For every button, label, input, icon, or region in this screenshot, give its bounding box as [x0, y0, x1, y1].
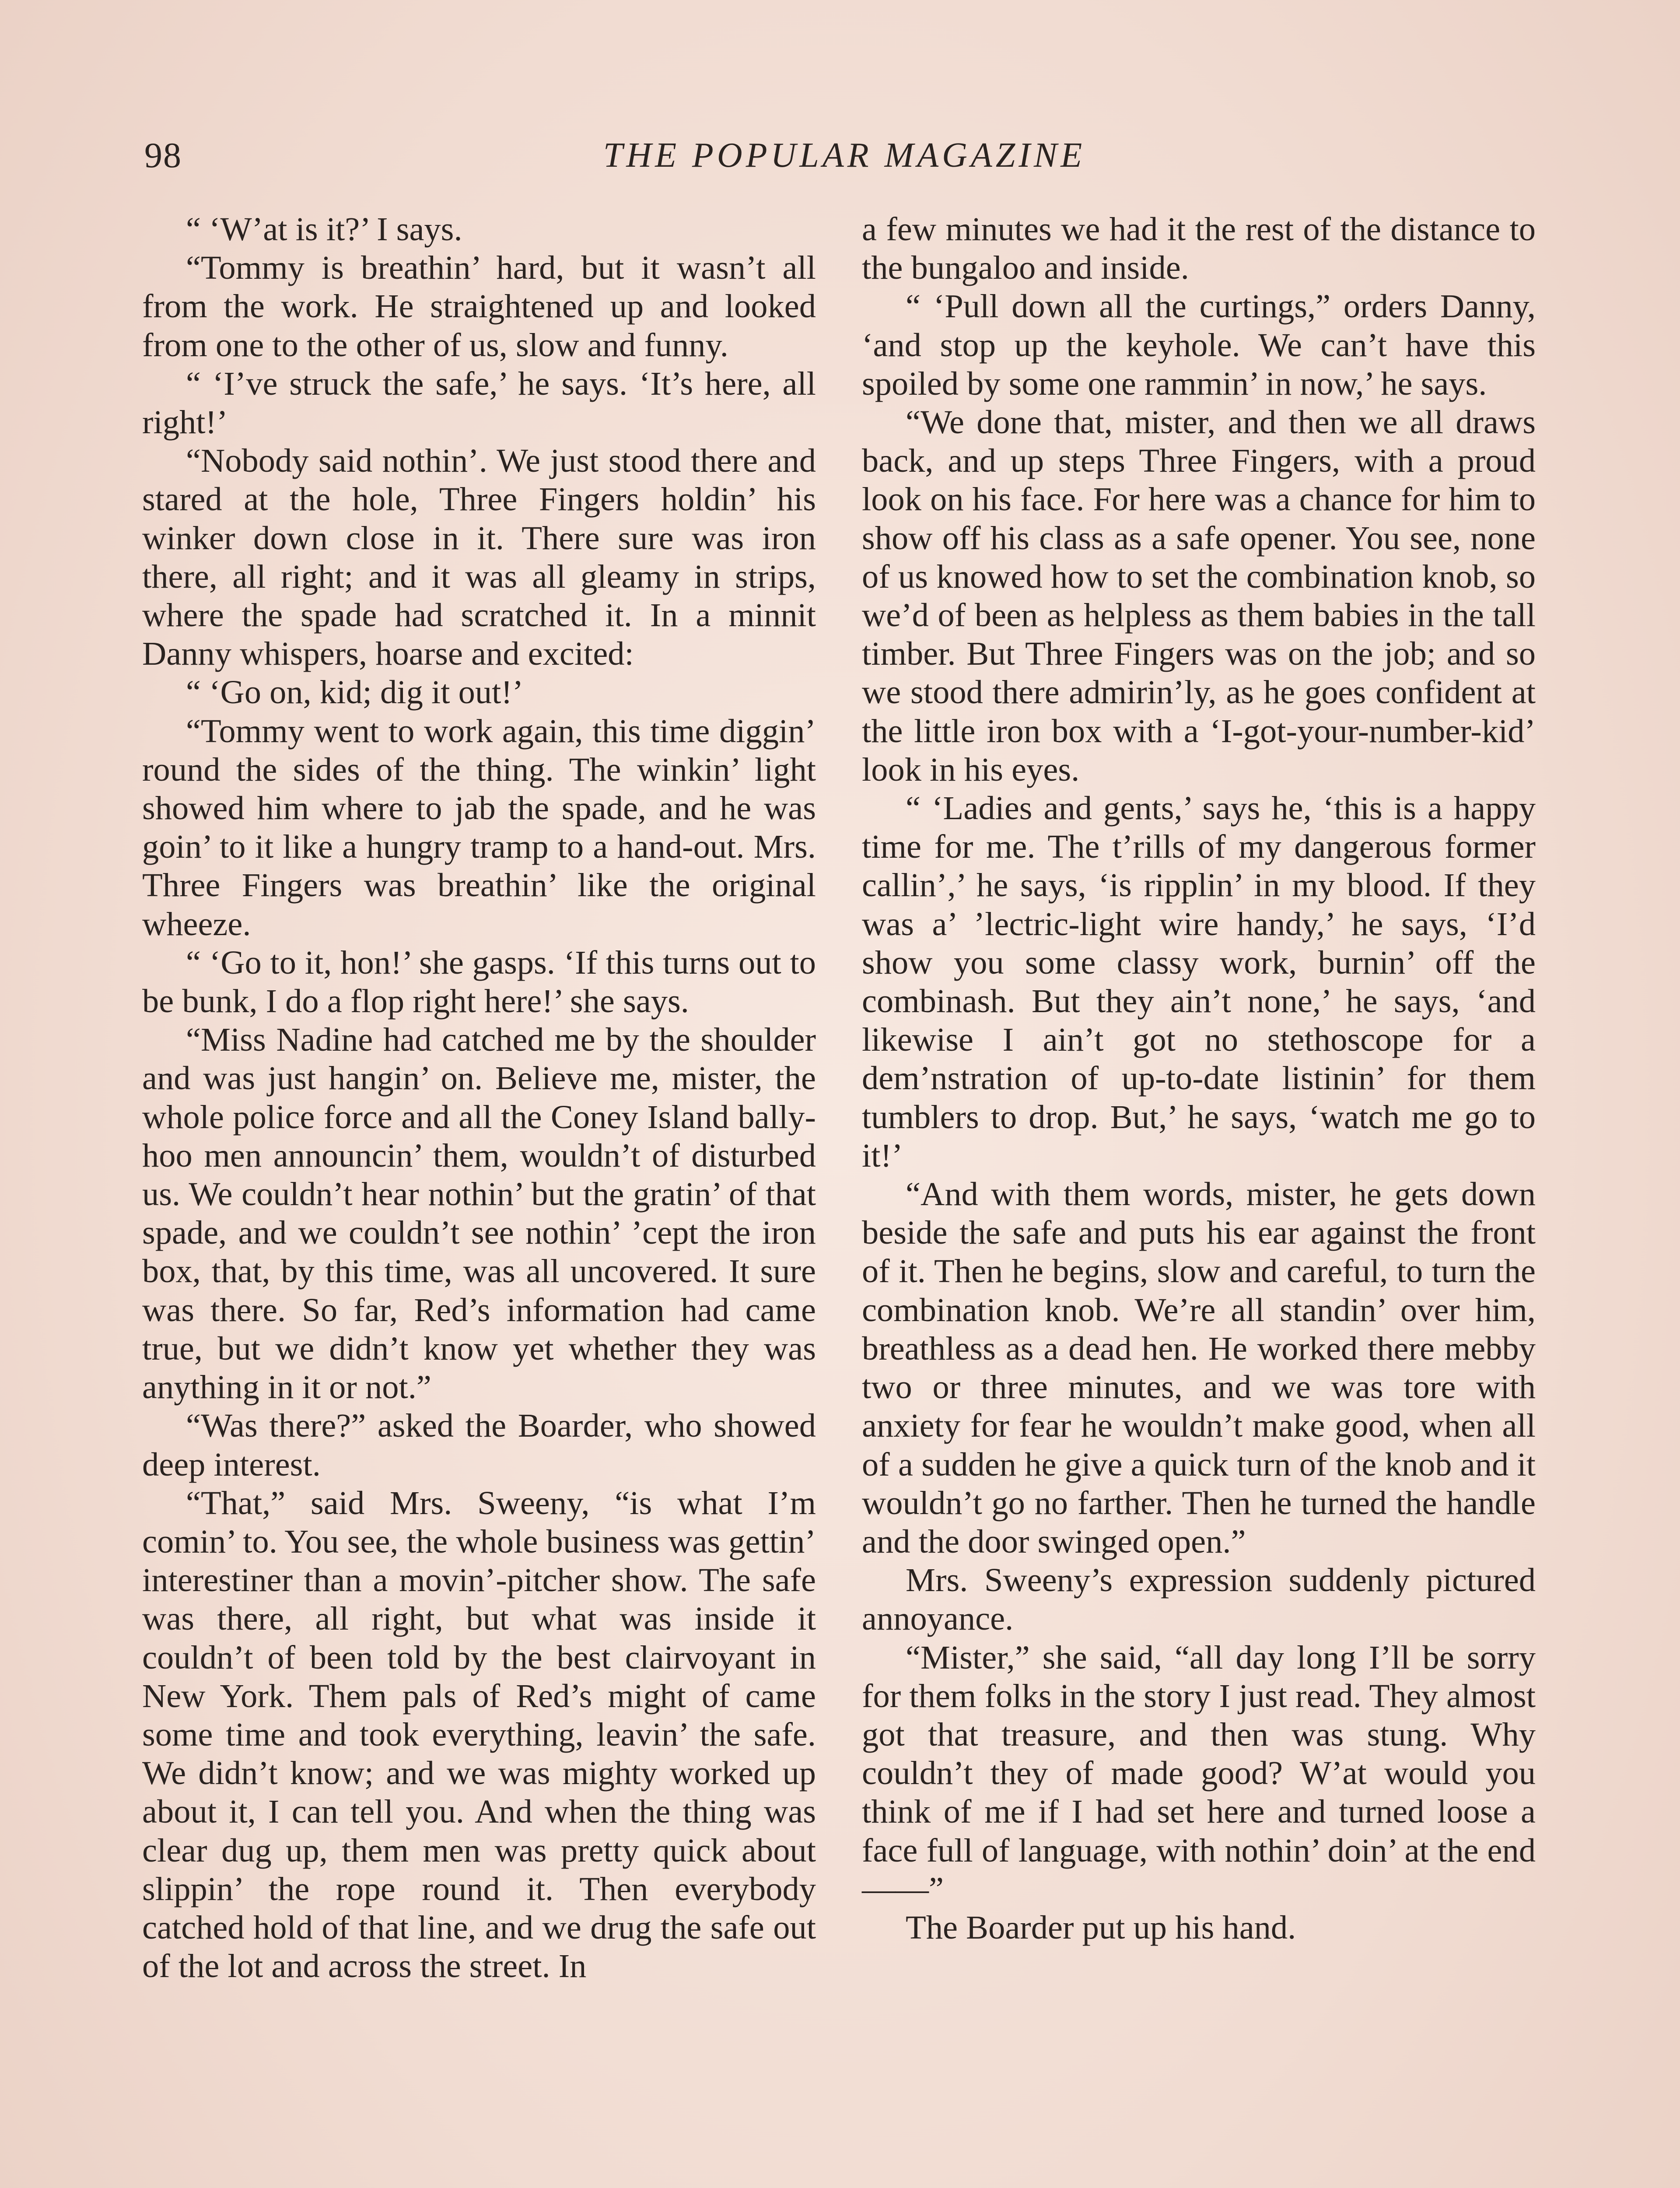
paragraph: “Nobody said nothin’. We just stood there and stared at the hole, Three Fingers holdin’ his winker down close in it. There sure was iron there, all right; and it was all gleamy in strips, where the spade had scratched it. In a minnit Danny whispers, hoarse and excited: — [142, 442, 816, 673]
paragraph: “ ‘Go to it, hon!’ she gasps. ‘If this turns out to be bunk, I do a flop right here!’ she says. — [142, 943, 816, 1020]
page-header — [144, 131, 1544, 179]
page-number: 98 — [144, 135, 182, 175]
paragraph: “Tommy went to work again, this time diggin’ round the sides of the thing. The winkin’ light showed him where to jab the spade, and he was goin’ to it like a hungry tramp to a hand-out. Mrs. Three Fingers was breathin’ like the original wheeze. — [142, 712, 816, 943]
paragraph: “And with them words, mister, he gets down beside the safe and puts his ear against the front of it. Then he begins, slow and careful, to turn the combination knob. We’re all standin’ over him, breathless as a dead hen. He worked there mebby two or three minutes, and we was tore with anxiety for fear he wouldn’t make good, when all of a sudden he give a quick turn of the knob and it wouldn’t go no farther. Then he turned the handle and the door swinged open.” — [862, 1175, 1536, 1560]
paragraph: “Miss Nadine had catched me by the shoulder and was just hangin’ on. Believe me, mister, the whole police force and all the Coney Island bally-hoo men announcin’ them, wouldn’t of disturbed us. We couldn’t hear nothin’ but the gratin’ of that spade, and we couldn’t see nothin’ ’cept the iron box, that, by this time, was all uncovered. It sure was there. So far, Red’s information had came true, but we didn’t know yet whether they was anything in it or not.” — [142, 1021, 816, 1406]
paragraph: “Tommy is breathin’ hard, but it wasn’t all from the work. He straightened up and looked from one to the other of us, slow and funny. — [142, 249, 816, 364]
paragraph: Mrs. Sweeny’s expression suddenly pictured annoyance. — [862, 1561, 1536, 1637]
paragraph: “Was there?” asked the Boarder, who showed deep interest. — [142, 1407, 816, 1483]
paragraph: “We done that, mister, and then we all draws back, and up steps Three Fingers, with a proud look on his face. For here was a chance for him to show off his class as a safe opener. You see, none of us knowed how to set the combination knob, so we’d of been as helpless as them babies in the tall timber. But Three Fingers was on the job; and so we stood there admirin’ly, as he goes confident at the little iron box with a ‘I-got-your-number-kid’ look in his eyes. — [862, 403, 1536, 788]
paragraph: “That,” said Mrs. Sweeny, “is what I’m comin’ to. You see, the whole business was gettin’ interestiner than a movin’-pitcher show. The safe was there, all right, but what was inside it couldn’t of been told by the best clairvoyant in New York. Them pals of Red’s might of came some time and took everything, leavin’ the safe. We didn’t know; and we was mighty worked up about it, I can tell you. And when the thing was clear dug up, them men was pretty quick about slippin’ the rope round it. Then everybody catched hold of that line, and we drug the safe out of the lot and across the street. In — [142, 1484, 816, 1985]
running-title: THE POPULAR MAGAZINE — [603, 136, 1086, 175]
paragraph: “ ‘Go on, kid; dig it out!’ — [186, 673, 524, 711]
paragraph: The Boarder put up his hand. — [906, 1908, 1296, 1946]
paragraph: “ ‘Ladies and gents,’ says he, ‘this is a happy time for me. The t’rills of my dangerous former callin’,’ he says, ‘is ripplin’ in my blood. If they was a’ ’lectric-light wire handy,’ he says, ‘I’d show you some classy work, burnin’ off the combinash. But they ain’t none,’ he says, ‘and likewise I ain’t got no stethoscope for a dem’nstration of up-to-date listinin’ for them tumblers to drop. But,’ he says, ‘watch me go to it!’ — [862, 789, 1536, 1174]
right-text-column — [862, 210, 1536, 1947]
paragraph: “ ‘Pull down all the curtings,” orders Danny, ‘and stop up the keyhole. We can’t have this spoiled by some one rammin’ in now,’ he says. — [862, 288, 1536, 402]
paragraph: a few minutes we had it the rest of the distance to the bungaloo and inside. — [862, 210, 1536, 287]
paragraph: “ ‘I’ve struck the safe,’ he says. ‘It’s here, all right!’ — [142, 365, 816, 441]
paragraph: “Mister,” she said, “all day long I’ll be sorry for them folks in the story I just read. They almost got that treasure, and then was stung. Why couldn’t they of made good? W’at would you think of me if I had set here and turned loose a face full of language, with nothin’ doin’ at the end——” — [862, 1638, 1536, 1907]
left-text-column — [142, 210, 816, 1985]
paragraph: “ ‘W’at is it?’ I says. — [186, 210, 462, 248]
